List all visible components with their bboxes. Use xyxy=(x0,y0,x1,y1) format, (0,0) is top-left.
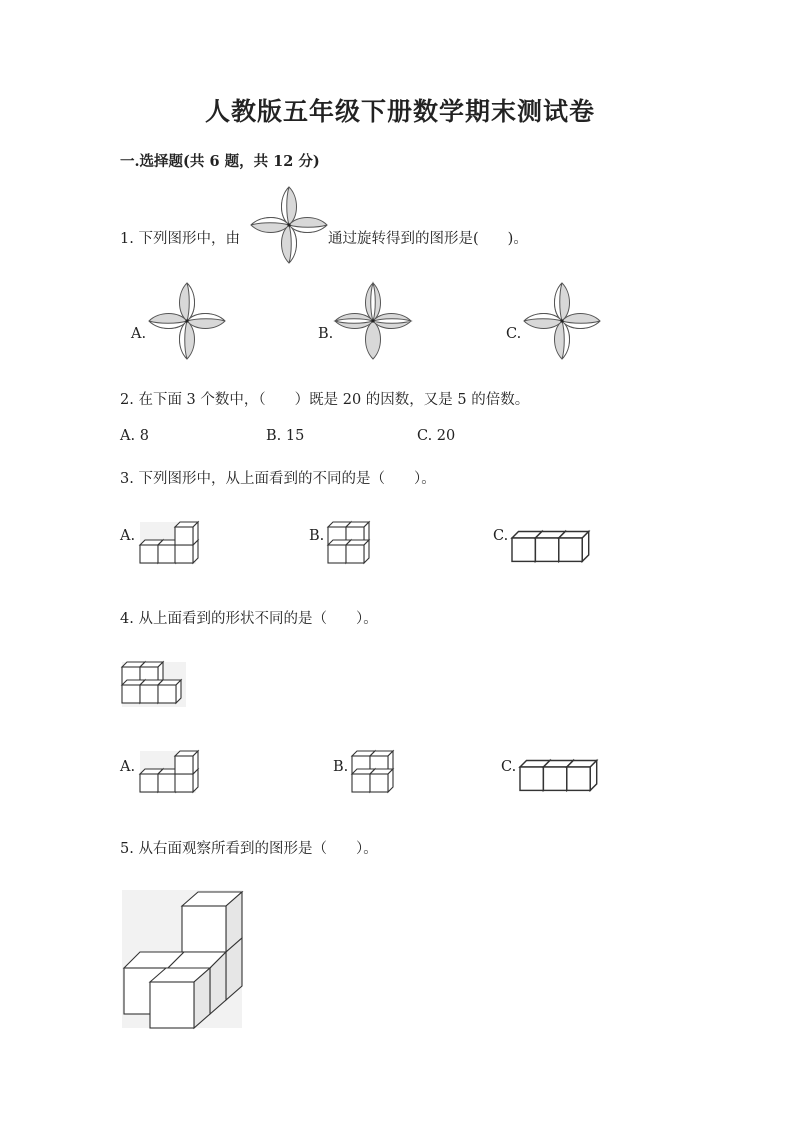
question-1-option-a[interactable]: A. xyxy=(131,326,147,342)
question-1-option-c[interactable]: C. xyxy=(506,326,522,342)
question-5-text: 5. 从右面观察所看到的图形是（ ）。 xyxy=(120,841,378,857)
question-1-suffix: 通过旋转得到的图形是( )。 xyxy=(328,231,528,247)
question-2-option-b[interactable]: B. 15 xyxy=(266,428,305,444)
section-heading: 一.选择题(共 6 题，共 12 分) xyxy=(120,153,320,170)
question-4-option-b[interactable]: B. xyxy=(333,759,349,775)
question-3-option-a-figure xyxy=(140,522,200,564)
question-1-reference-flower xyxy=(289,225,290,226)
question-3-option-c[interactable]: C. xyxy=(493,528,509,544)
question-3-option-b-figure xyxy=(328,522,380,564)
question-3-text: 3. 下列图形中，从上面看到的不同的是（ ）。 xyxy=(120,471,436,487)
page-title: 人教版五年级下册数学期末测试卷 xyxy=(204,97,595,126)
question-3-option-a[interactable]: A. xyxy=(120,528,136,544)
question-4-reference-figure xyxy=(122,662,188,708)
question-5-solid-figure xyxy=(122,890,244,1030)
question-4-option-c[interactable]: C. xyxy=(501,759,517,775)
question-4-option-a-figure xyxy=(140,751,200,793)
question-1-option-b[interactable]: B. xyxy=(318,326,334,342)
question-4-text: 4. 从上面看到的形状不同的是（ ）。 xyxy=(120,611,378,627)
question-3-option-c-figure xyxy=(512,533,592,563)
question-1-option-a-flower xyxy=(187,321,188,322)
question-2-text: 2. 在下面 3 个数中，（ ）既是 20 的因数，又是 5 的倍数。 xyxy=(120,392,530,408)
question-4-option-c-figure xyxy=(520,762,600,792)
question-4-option-a[interactable]: A. xyxy=(120,759,136,775)
question-3-option-b[interactable]: B. xyxy=(309,528,325,544)
question-1-option-b-flower xyxy=(373,321,374,322)
question-2-option-a[interactable]: A. 8 xyxy=(120,428,149,444)
question-4-option-b-figure xyxy=(352,751,404,793)
question-1-option-c-flower xyxy=(562,321,563,322)
question-1-prefix: 1. 下列图形中，由 xyxy=(120,231,240,247)
question-2-option-c[interactable]: C. 20 xyxy=(417,428,456,444)
